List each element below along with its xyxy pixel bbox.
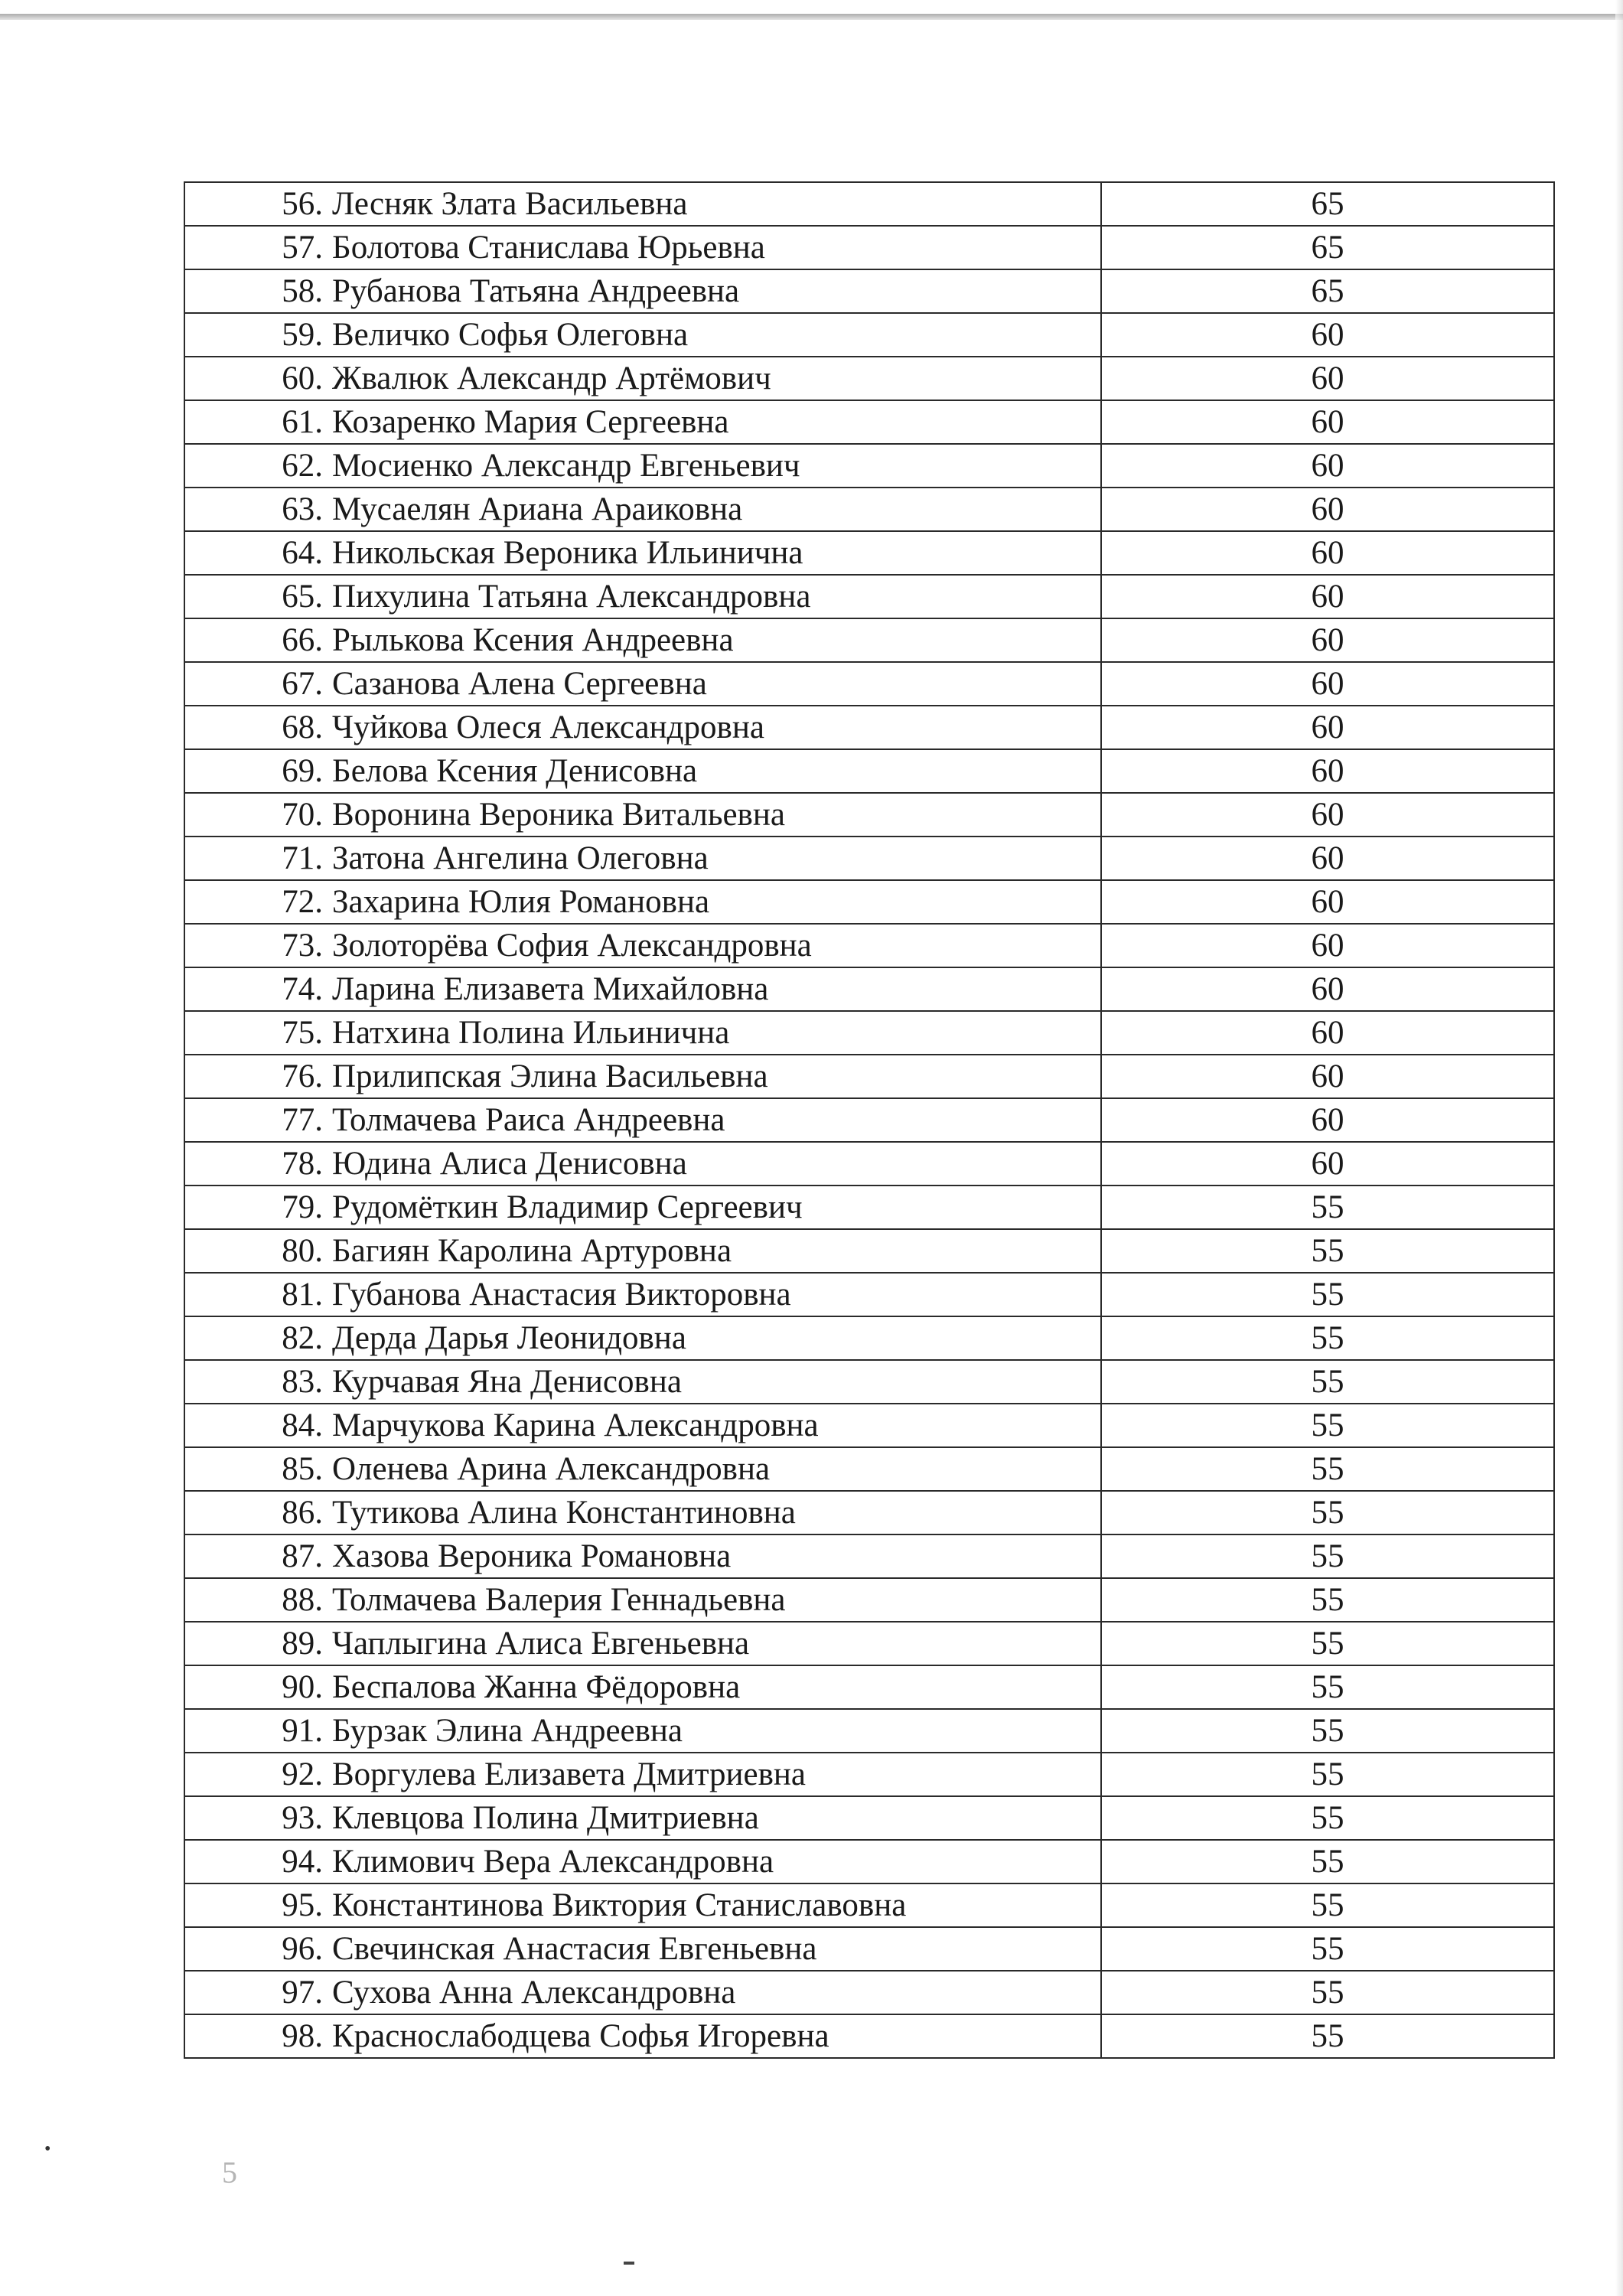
name-cell [184, 182, 1101, 226]
score-cell: 60 [1101, 967, 1554, 1011]
row-number: 91. [282, 1713, 323, 1749]
score-cell: 60 [1101, 1098, 1554, 1142]
name-cell [184, 357, 1101, 400]
row-number: 67. [282, 666, 323, 702]
name-cell [184, 1011, 1101, 1055]
table-row [184, 1753, 1554, 1796]
student-name: Жвалюк Александр Артёмович [332, 360, 771, 396]
row-number: 90. [282, 1669, 323, 1705]
student-name: Ларина Елизавета Михайловна [332, 971, 769, 1007]
name-cell [184, 837, 1101, 880]
row-number: 98. [282, 2018, 323, 2054]
table-row [184, 1273, 1554, 1316]
student-name: Лесняк Злата Васильевна [332, 186, 688, 222]
name-cell [184, 1316, 1101, 1360]
name-cell [184, 226, 1101, 269]
table-row [184, 1665, 1554, 1709]
table-row [184, 2014, 1554, 2058]
table-row [184, 182, 1554, 226]
name-cell [184, 924, 1101, 967]
student-name: Сухова Анна Александровна [332, 1975, 736, 2011]
score-cell: 55 [1101, 1534, 1554, 1578]
student-name: Беспалова Жанна Фёдоровна [332, 1669, 741, 1705]
row-number: 79. [282, 1189, 323, 1225]
name-cell [184, 1883, 1101, 1927]
score-cell: 55 [1101, 1360, 1554, 1404]
student-name: Прилипская Элина Васильевна [332, 1058, 768, 1094]
table-row [184, 1534, 1554, 1578]
student-name: Толмачева Валерия Геннадьевна [332, 1582, 786, 1618]
name-cell [184, 1229, 1101, 1273]
student-name: Константинова Виктория Станиславовна [332, 1887, 907, 1923]
score-cell: 55 [1101, 1229, 1554, 1273]
student-name: Захарина Юлия Романовна [332, 884, 710, 920]
table-row [184, 531, 1554, 575]
row-number: 64. [282, 535, 323, 571]
table-row [184, 749, 1554, 793]
table-row [184, 357, 1554, 400]
table-row [184, 226, 1554, 269]
student-name: Юдина Алиса Денисовна [332, 1146, 687, 1182]
page-mark: 5 [222, 2155, 237, 2190]
row-number: 82. [282, 1320, 323, 1356]
name-cell [184, 1753, 1101, 1796]
row-number: 93. [282, 1800, 323, 1836]
student-name: Козаренко Мария Сергеевна [332, 404, 729, 440]
student-name: Хазова Вероника Романовна [332, 1538, 732, 1574]
student-name: Оленева Арина Александровна [332, 1451, 771, 1487]
table-row [184, 793, 1554, 837]
results-table-body [184, 182, 1554, 2058]
name-cell [184, 1927, 1101, 1971]
table-row [184, 444, 1554, 488]
score-cell: 65 [1101, 269, 1554, 313]
table-row [184, 1796, 1554, 1840]
score-cell: 60 [1101, 1055, 1554, 1098]
student-name: Никольская Вероника Ильинична [332, 535, 803, 571]
row-number: 58. [282, 273, 323, 309]
score-cell: 55 [1101, 1447, 1554, 1491]
score-cell: 60 [1101, 880, 1554, 924]
student-name: Чуйкова Олеся Александровна [332, 709, 764, 745]
student-name: Толмачева Раиса Андреевна [332, 1102, 725, 1138]
table-row [184, 924, 1554, 967]
table-row [184, 1709, 1554, 1753]
row-number: 68. [282, 709, 323, 745]
name-cell [184, 1447, 1101, 1491]
name-cell [184, 1142, 1101, 1186]
row-number: 78. [282, 1146, 323, 1182]
name-cell [184, 1622, 1101, 1665]
table-row [184, 1316, 1554, 1360]
name-cell [184, 967, 1101, 1011]
row-number: 88. [282, 1582, 323, 1618]
student-name: Рылькова Ксения Андреевна [332, 622, 734, 658]
student-name: Тутикова Алина Константиновна [332, 1495, 796, 1531]
score-cell: 60 [1101, 357, 1554, 400]
name-cell [184, 1971, 1101, 2014]
name-cell [184, 1273, 1101, 1316]
row-number: 66. [282, 622, 323, 658]
score-cell: 60 [1101, 400, 1554, 444]
student-name: Краснослабодцева Софья Игоревна [332, 2018, 829, 2054]
table-row [184, 1840, 1554, 1883]
row-number: 97. [282, 1975, 323, 2011]
score-cell: 60 [1101, 1142, 1554, 1186]
student-name: Рубанова Татьяна Андреевна [332, 273, 740, 309]
scan-top-edge [0, 14, 1623, 20]
name-cell [184, 269, 1101, 313]
score-cell: 65 [1101, 182, 1554, 226]
score-cell: 55 [1101, 1578, 1554, 1622]
row-number: 87. [282, 1538, 323, 1574]
student-name: Рудомёткин Владимир Сергеевич [332, 1189, 803, 1225]
row-number: 69. [282, 753, 323, 789]
name-cell [184, 444, 1101, 488]
score-cell: 65 [1101, 226, 1554, 269]
student-name: Клевцова Полина Дмитриевна [332, 1800, 759, 1836]
row-number: 61. [282, 404, 323, 440]
score-cell: 60 [1101, 706, 1554, 749]
table-row [184, 269, 1554, 313]
row-number: 75. [282, 1015, 323, 1051]
table-row [184, 488, 1554, 531]
student-name: Багиян Каролина Артуровна [332, 1233, 732, 1269]
student-name: Губанова Анастасия Викторовна [332, 1277, 791, 1313]
name-cell [184, 1578, 1101, 1622]
scan-speck: • [44, 2139, 51, 2159]
name-cell [184, 1404, 1101, 1447]
student-name: Курчавая Яна Денисовна [332, 1364, 682, 1400]
scan-dash [624, 2262, 634, 2265]
score-cell: 55 [1101, 1186, 1554, 1229]
name-cell [184, 706, 1101, 749]
score-cell: 55 [1101, 1971, 1554, 2014]
row-number: 80. [282, 1233, 323, 1269]
student-name: Мусаелян Ариана Араиковна [332, 491, 743, 527]
name-cell [184, 575, 1101, 618]
score-cell: 60 [1101, 488, 1554, 531]
name-cell [184, 749, 1101, 793]
row-number: 96. [282, 1931, 323, 1967]
student-name: Марчукова Карина Александровна [332, 1407, 819, 1443]
name-cell [184, 1360, 1101, 1404]
student-name: Воронина Вероника Витальевна [332, 797, 785, 833]
score-cell: 55 [1101, 1840, 1554, 1883]
row-number: 71. [282, 840, 323, 876]
name-cell [184, 1055, 1101, 1098]
name-cell [184, 793, 1101, 837]
name-cell [184, 1709, 1101, 1753]
table-row [184, 400, 1554, 444]
table-row [184, 1447, 1554, 1491]
score-cell: 55 [1101, 1404, 1554, 1447]
row-number: 73. [282, 928, 323, 964]
score-cell: 55 [1101, 1491, 1554, 1534]
score-cell: 55 [1101, 1753, 1554, 1796]
score-cell: 55 [1101, 1709, 1554, 1753]
table-row [184, 1927, 1554, 1971]
name-cell [184, 313, 1101, 357]
student-name: Болотова Станислава Юрьевна [332, 230, 765, 266]
name-cell [184, 488, 1101, 531]
row-number: 94. [282, 1844, 323, 1880]
student-name: Бурзак Элина Андреевна [332, 1713, 683, 1749]
row-number: 63. [282, 491, 323, 527]
score-cell: 55 [1101, 1273, 1554, 1316]
row-number: 77. [282, 1102, 323, 1138]
table-row [184, 1055, 1554, 1098]
row-number: 85. [282, 1451, 323, 1487]
row-number: 76. [282, 1058, 323, 1094]
name-cell [184, 1491, 1101, 1534]
row-number: 72. [282, 884, 323, 920]
score-cell: 60 [1101, 313, 1554, 357]
row-number: 84. [282, 1407, 323, 1443]
row-number: 70. [282, 797, 323, 833]
score-cell: 55 [1101, 1665, 1554, 1709]
score-cell: 55 [1101, 1622, 1554, 1665]
student-name: Затона Ангелина Олеговна [332, 840, 709, 876]
student-name: Золоторёва София Александровна [332, 928, 812, 964]
row-number: 57. [282, 230, 323, 266]
name-cell [184, 1796, 1101, 1840]
name-cell [184, 531, 1101, 575]
student-name: Натхина Полина Ильинична [332, 1015, 730, 1051]
table-row [184, 575, 1554, 618]
name-cell [184, 880, 1101, 924]
score-cell: 55 [1101, 1927, 1554, 1971]
scan-right-edge [1615, 0, 1623, 2296]
student-name: Белова Ксения Денисовна [332, 753, 698, 789]
table-row [184, 313, 1554, 357]
score-cell: 60 [1101, 837, 1554, 880]
results-table [184, 181, 1555, 2059]
table-row [184, 837, 1554, 880]
name-cell [184, 1098, 1101, 1142]
table-row [184, 1883, 1554, 1927]
name-cell [184, 1840, 1101, 1883]
table-row [184, 1971, 1554, 2014]
student-name: Пихулина Татьяна Александровна [332, 579, 811, 615]
name-cell [184, 662, 1101, 706]
results-table-container [184, 181, 1550, 2059]
table-row [184, 1491, 1554, 1534]
table-row [184, 1404, 1554, 1447]
student-name: Сазанова Алена Сергеевна [332, 666, 707, 702]
table-row [184, 880, 1554, 924]
score-cell: 55 [1101, 1316, 1554, 1360]
name-cell [184, 1186, 1101, 1229]
score-cell: 60 [1101, 531, 1554, 575]
row-number: 60. [282, 360, 323, 396]
score-cell: 60 [1101, 793, 1554, 837]
table-row [184, 1578, 1554, 1622]
score-cell: 60 [1101, 662, 1554, 706]
table-row [184, 1098, 1554, 1142]
student-name: Мосиенко Александр Евгеньевич [332, 448, 800, 484]
name-cell [184, 618, 1101, 662]
student-name: Величко Софья Олеговна [332, 317, 689, 353]
table-row [184, 618, 1554, 662]
score-cell: 60 [1101, 575, 1554, 618]
name-cell [184, 400, 1101, 444]
table-row [184, 1622, 1554, 1665]
student-name: Климович Вера Александровна [332, 1844, 774, 1880]
row-number: 74. [282, 971, 323, 1007]
score-cell: 60 [1101, 618, 1554, 662]
table-row [184, 1011, 1554, 1055]
row-number: 62. [282, 448, 323, 484]
row-number: 89. [282, 1626, 323, 1662]
row-number: 86. [282, 1495, 323, 1531]
score-cell: 60 [1101, 924, 1554, 967]
row-number: 59. [282, 317, 323, 353]
row-number: 65. [282, 579, 323, 615]
table-row [184, 1186, 1554, 1229]
row-number: 92. [282, 1756, 323, 1792]
score-cell: 60 [1101, 444, 1554, 488]
name-cell [184, 2014, 1101, 2058]
table-row [184, 662, 1554, 706]
table-row [184, 967, 1554, 1011]
student-name: Воргулева Елизавета Дмитриевна [332, 1756, 807, 1792]
score-cell: 60 [1101, 1011, 1554, 1055]
row-number: 81. [282, 1277, 323, 1313]
table-row [184, 1142, 1554, 1186]
score-cell: 55 [1101, 1796, 1554, 1840]
name-cell [184, 1665, 1101, 1709]
score-cell: 60 [1101, 749, 1554, 793]
student-name: Дерда Дарья Леонидовна [332, 1320, 686, 1356]
table-row [184, 1229, 1554, 1273]
student-name: Чаплыгина Алиса Евгеньевна [332, 1626, 750, 1662]
name-cell [184, 1534, 1101, 1578]
score-cell: 55 [1101, 1883, 1554, 1927]
student-name: Свечинская Анастасия Евгеньевна [332, 1931, 817, 1967]
row-number: 83. [282, 1364, 323, 1400]
row-number: 56. [282, 186, 323, 222]
row-number: 95. [282, 1887, 323, 1923]
score-cell: 55 [1101, 2014, 1554, 2058]
table-row [184, 1360, 1554, 1404]
table-row [184, 706, 1554, 749]
